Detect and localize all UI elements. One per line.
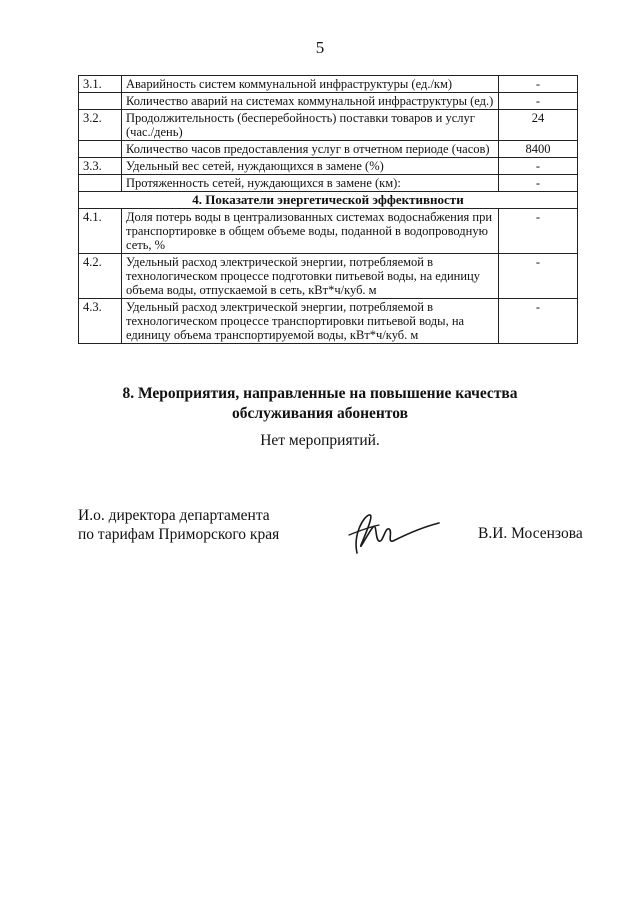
row-number [79, 175, 122, 192]
row-description: Доля потерь воды в централизованных системах водоснабжения при транспортировке в общем объеме воды, поданной в водопроводную сеть, % [122, 209, 499, 254]
section-8-heading [0, 384, 640, 424]
row-value: - [499, 209, 578, 254]
row-number [79, 93, 122, 110]
signer-title-line: И.о. директора департамента [78, 507, 270, 524]
heading-line: 8. Мероприятия, направленные на повышение качества [122, 385, 518, 402]
table-row [79, 110, 578, 141]
row-number: 3.1. [79, 76, 122, 93]
table-row [79, 141, 578, 158]
row-description: Продолжительность (бесперебойность) поставки товаров и услуг (час./день) [122, 110, 499, 141]
row-value: - [499, 254, 578, 299]
row-number: 3.2. [79, 110, 122, 141]
row-description: Удельный расход электрической энергии, потребляемой в технологическом процессе транспортировки питьевой воды, на единицу объема транспортируемой воды, кВт*ч/куб. м [122, 299, 499, 344]
section-header-row [79, 192, 578, 209]
handwritten-signature [335, 505, 445, 560]
table-row [79, 76, 578, 93]
row-description: Удельный вес сетей, нуждающихся в замене (%) [122, 158, 499, 175]
row-value: - [499, 299, 578, 344]
row-description: Протяженность сетей, нуждающихся в замене (км): [122, 175, 499, 192]
row-value: - [499, 175, 578, 192]
row-number: 4.2. [79, 254, 122, 299]
row-value: 8400 [499, 141, 578, 158]
section-8-body: Нет мероприятий. [260, 432, 380, 449]
signer-title [78, 506, 279, 544]
row-description: Удельный расход электрической энергии, потребляемой в технологическом процессе подготовки питьевой воды, на единицу объема воды, отпускаемой в сеть, кВт*ч/куб. м [122, 254, 499, 299]
row-number: 3.3. [79, 158, 122, 175]
row-value: - [499, 93, 578, 110]
table-row [79, 254, 578, 299]
table-row [79, 299, 578, 344]
page-number: 5 [315, 38, 325, 57]
indicators-table [78, 75, 578, 344]
table-row [79, 158, 578, 175]
table-row [79, 175, 578, 192]
signer-title-line: по тарифам Приморского края [78, 526, 280, 543]
row-number [79, 141, 122, 158]
row-description: Количество аварий на системах коммунальной инфраструктуры (ед.) [122, 93, 499, 110]
row-description: Аварийность систем коммунальной инфраструктуры (ед./км) [122, 76, 499, 93]
row-number: 4.3. [79, 299, 122, 344]
row-value: - [499, 76, 578, 93]
row-value: 24 [499, 110, 578, 141]
table-row [79, 93, 578, 110]
row-description: Количество часов предоставления услуг в отчетном периоде (часов) [122, 141, 499, 158]
row-value: - [499, 158, 578, 175]
heading-line: обслуживания абонентов [232, 405, 408, 422]
section-title: 4. Показатели энергетической эффективности [79, 192, 578, 209]
row-number: 4.1. [79, 209, 122, 254]
signer-name: В.И. Мосензова [478, 525, 583, 542]
table-row [79, 209, 578, 254]
